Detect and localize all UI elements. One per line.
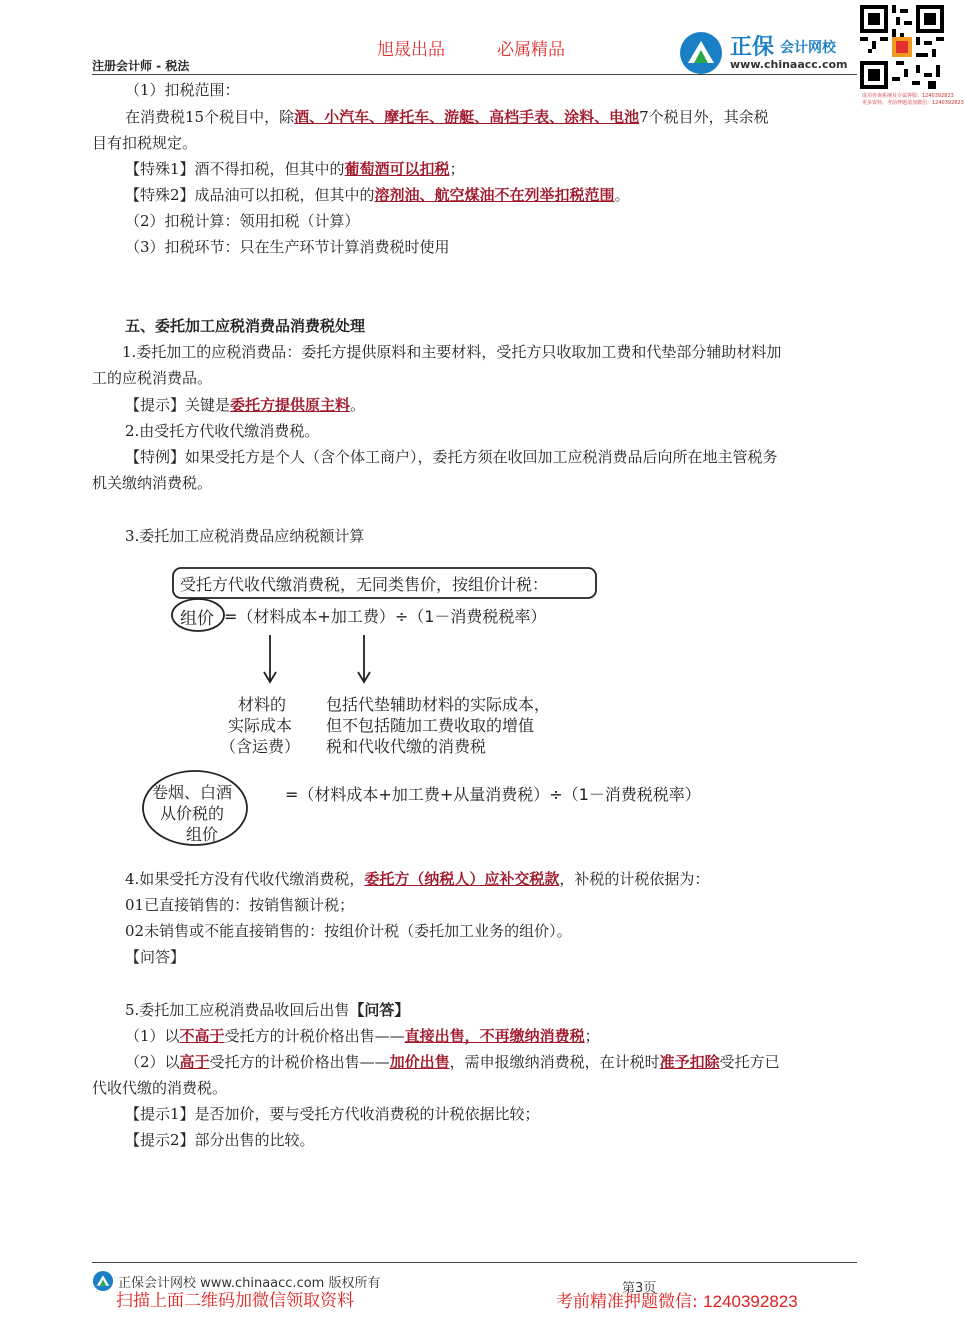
diagram-note-right-1: 包括代垫辅助材料的实际成本， (326, 695, 551, 714)
diagram-note-left-2: 实际成本 (228, 716, 293, 735)
para-5-2: 2.由受托方代收代缴消费税。 (125, 422, 320, 440)
para-scope-cont: 目有扣税规定。 (92, 134, 198, 152)
qr-code-icon (860, 5, 944, 89)
text: ； (449, 160, 465, 178)
highlight-direct-sale: 直接出售，不再缴纳消费税 (404, 1027, 585, 1045)
para-5-3: 3.委托加工应税消费品应纳税额计算 (125, 527, 365, 545)
text: ； (584, 1027, 600, 1045)
highlight-deduct: 准予扣除 (659, 1053, 720, 1071)
text: 【提示】关键是 (125, 396, 231, 414)
highlight-markup-sale: 加价出售 (389, 1053, 450, 1071)
header-rule (92, 74, 857, 75)
logo-name: 正保 (730, 35, 775, 60)
para-tip-1: 【提示1】是否加价，要与受托方代收消费税的计税依据比较； (125, 1105, 540, 1123)
highlight-not-higher: 不高于 (179, 1027, 225, 1045)
text: 【特殊1】酒不得扣税，但其中的 (125, 160, 345, 178)
diagram-circle2-line-3: 组价 (186, 825, 219, 844)
para-5-5 (125, 997, 409, 1023)
header-slogan-right: 必属精品 (497, 40, 565, 60)
diagram-note-right-2: 但不包括随加工费收取的增值 (326, 716, 535, 735)
footer-promo-left: 扫描上面二维码加微信领取资料 (116, 1291, 354, 1311)
text: 受托方的计税价格出售—— (209, 1053, 390, 1071)
highlight-raw-material: 委托方提供原主料 (230, 396, 351, 414)
highlight-pay-tax: 委托方（纳税人）应补交税款 (364, 870, 560, 888)
header-slogan-left: 旭晟出品 (377, 40, 445, 60)
para-qa-1: 【问答】 (125, 948, 186, 966)
para-5-5-1 (125, 1023, 600, 1049)
diagram-note-left-3: （含运费） (220, 737, 301, 756)
diagram-circle-label-1: 组价 (180, 609, 214, 629)
header-subject: 注册会计师 - 税法 (92, 59, 190, 73)
qr-caption-1: 成功咨询系统及专属客服：1240392823 (862, 93, 954, 99)
para-tip-2: 【提示2】部分出售的比较。 (125, 1131, 315, 1149)
para-5-4 (125, 866, 709, 892)
para-stage: （3）扣税环节：只在生产环节计算消费税时使用 (125, 238, 450, 256)
formula-diagram (140, 560, 760, 860)
text: （2）以 (125, 1053, 180, 1071)
para-special-case-cont: 机关缴纳消费税。 (92, 474, 213, 492)
footer-logo-icon (92, 1270, 114, 1296)
footer-copyright: 正保会计网校 www.chinaacc.com 版权所有 (118, 1276, 381, 1291)
highlight-higher: 高于 (179, 1053, 210, 1071)
diagram-circle2-line-2: 从价税的 (160, 804, 225, 823)
diagram-note-left-1: 材料的 (238, 695, 287, 714)
text: 7个税目外，其余税 (639, 108, 769, 126)
text: 。 (350, 396, 366, 414)
highlight-wine: 葡萄酒可以扣税 (344, 160, 450, 178)
text: ，需申报缴纳消费税，在计税时 (449, 1053, 660, 1071)
para-scope (125, 104, 769, 130)
text: 5.委托加工应税消费品收回后出售 (125, 1001, 350, 1019)
text: 4.如果受托方没有代收代缴消费税， (125, 870, 365, 888)
qr-caption-2: 更多资料，考前押题请加微信：1240392823 (862, 100, 964, 106)
footer-page-number: 第3页 (622, 1281, 657, 1296)
promo-label: 考前精准押题微信: (556, 1292, 698, 1312)
footer-promo-right (556, 1287, 798, 1312)
text: 在消费税15个税目中，除 (125, 108, 295, 126)
diagram-formula-1: =（材料成本+加工费）÷（1－消费税税率） (224, 607, 547, 626)
diagram-box-text: 受托方代收代缴消费税，无同类售价，按组价计税： (180, 575, 549, 594)
para-tip-key (125, 392, 365, 418)
para-special-2 (125, 182, 630, 208)
diagram-circle2-line-1: 卷烟、白酒 (152, 783, 233, 802)
para-5-1-cont: 工的应税消费品。 (92, 369, 213, 387)
footer-rule (92, 1262, 857, 1263)
diagram-formula-2: =（材料成本+加工费+从量消费税）÷（1－消费税税率） (285, 785, 701, 804)
para-5-5-2-cont: 代收代缴的消费税。 (92, 1079, 228, 1097)
para-5-1: 1.委托加工的应税消费品：委托方提供原料和主要材料，受托方只收取加工费和代垫部分辅助材料加 (122, 343, 782, 361)
text: 受托方已 (719, 1053, 780, 1071)
logo-url: www.chinaacc.com (730, 58, 848, 71)
logo-mark-icon (678, 30, 724, 76)
text: （1）以 (125, 1027, 180, 1045)
chinaacc-logo (678, 30, 858, 76)
footer-logo-mark-icon (92, 1270, 114, 1292)
para-5-4-01: 01已直接销售的：按销售额计税； (125, 896, 355, 914)
para-5-4-02: 02未销售或不能直接销售的：按组价计税（委托加工业务的组价）。 (125, 922, 572, 940)
text: 受托方的计税价格出售—— (224, 1027, 405, 1045)
diagram-note-right-3: 税和代收代缴的消费税 (326, 737, 487, 756)
para-calc: （2）扣税计算：领用扣税（计算） (125, 212, 360, 230)
logo-school: 会计网校 (780, 40, 836, 56)
para-special-1 (125, 156, 465, 182)
para-scope-heading: （1）扣税范围： (125, 81, 240, 99)
para-special-case: 【特例】如果受托方是个人（含个体工商户），委托方须在收回加工应税消费品后向所在地主管税务 (125, 448, 778, 466)
promo-wechat-number: 1240392823 (703, 1292, 798, 1311)
qr-code (860, 5, 944, 89)
section-5-title: 五、委托加工应税消费品消费税处理 (125, 317, 366, 335)
text: 。 (614, 186, 630, 204)
highlight-excluded-items: 酒、小汽车、摩托车、游艇、高档手表、涂料、电池 (294, 108, 640, 126)
para-5-5-2 (125, 1049, 780, 1075)
text: 【特殊2】成品油可以扣税，但其中的 (125, 186, 375, 204)
highlight-solvent-oil: 溶剂油、航空煤油不在列举扣税范围 (374, 186, 615, 204)
text: ，补税的计税依据为： (559, 870, 710, 888)
text-bold-qa: 【问答】 (349, 1001, 410, 1019)
